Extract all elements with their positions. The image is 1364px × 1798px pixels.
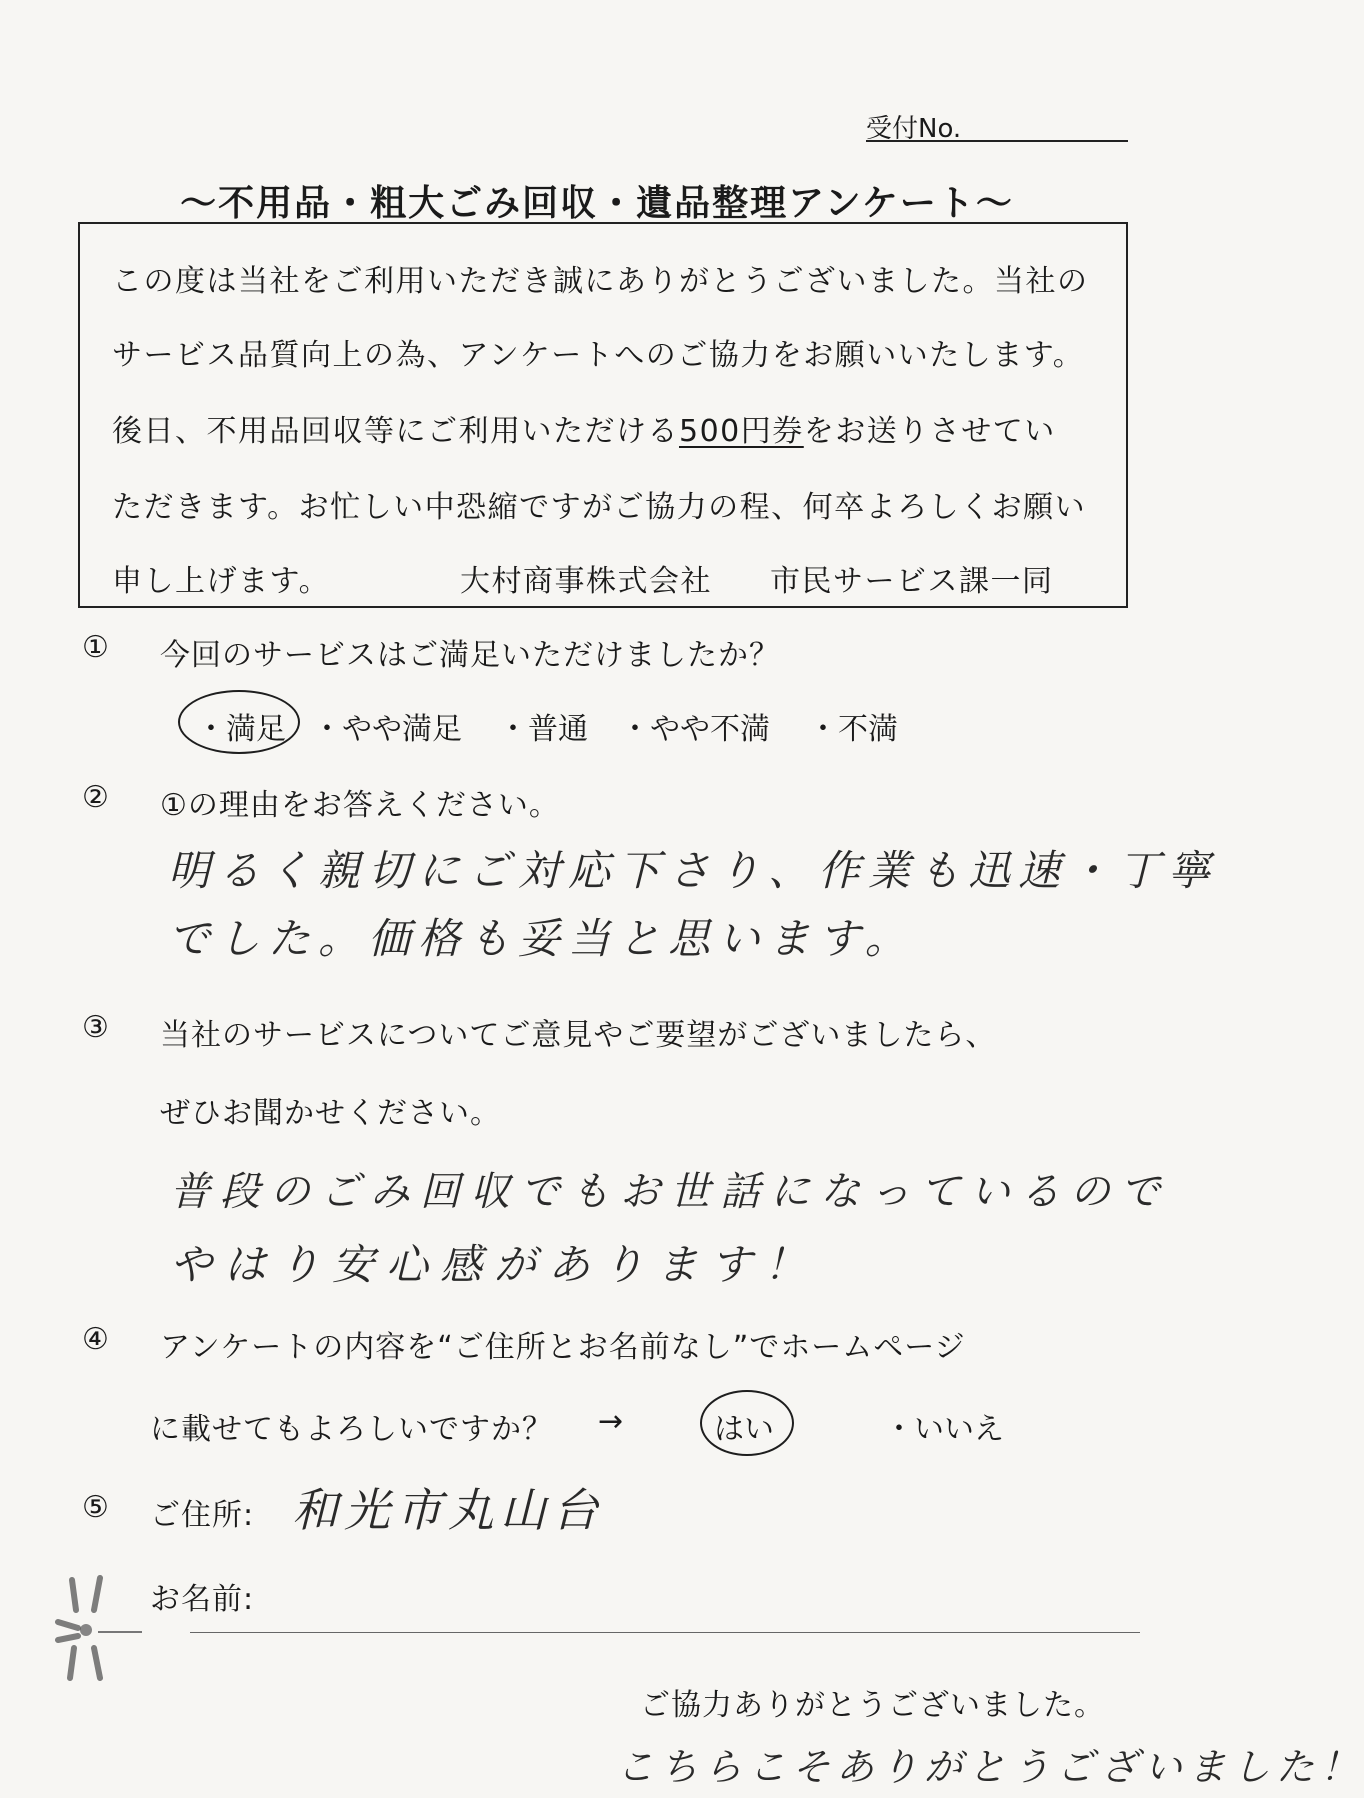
address-label: ご住所: <box>150 1498 255 1533</box>
q3-text-line-1: 当社のサービスについてご意見やご要望がございましたら、 <box>160 1018 997 1053</box>
q2-answer-line-1: 明るく親切にご対応下さり、作業も迅速・丁寧 <box>168 846 1219 895</box>
flower-icon <box>52 1570 142 1690</box>
q1-option-dissatisfied[interactable]: ・不満 <box>808 712 898 747</box>
q1-option-normal[interactable]: ・普通 <box>498 712 588 747</box>
receipt-number-field[interactable] <box>866 140 1128 142</box>
intro-line-4: ただきます。お忙しい中恐縮ですがご協力の程、何卒よろしくお願い <box>112 490 1087 525</box>
q1-text: 今回のサービスはご満足いただけましたか？ <box>160 638 780 673</box>
intro-line-5: 申し上げます。 <box>112 564 331 599</box>
q2-answer-line-2: でした。価格も妥当と思います。 <box>168 914 915 963</box>
q5-number: ⑤ <box>82 1490 109 1525</box>
receipt-number-label: 受付No. <box>866 114 962 144</box>
q2-number: ② <box>82 780 109 815</box>
q4-text-line-1: アンケートの内容を“ご住所とお名前なし”でホームページ <box>160 1330 966 1365</box>
department-name: 市民サービス課一同 <box>770 564 1054 599</box>
name-field[interactable] <box>190 1632 1140 1633</box>
q4-option-no[interactable]: ・いいえ <box>884 1412 1004 1447</box>
q3-answer-line-1: 普段のごみ回収でもお世話になっているので <box>170 1169 1170 1215</box>
q4-option-yes[interactable]: はい <box>714 1412 774 1447</box>
q1-option-somewhat-dissatisfied[interactable]: ・やや不満 <box>620 712 770 747</box>
q4-arrow: → <box>598 1404 625 1439</box>
q3-answer-line-2: やはり安心感があります！ <box>170 1240 819 1289</box>
company-name: 大村商事株式会社 <box>460 564 712 599</box>
closing-handwritten-reply: こちらこそありがとうございました！ <box>616 1745 1364 1789</box>
intro-line-2: サービス品質向上の為、アンケートへのご協力をお願いいたします。 <box>112 338 1085 373</box>
survey-title: ～不用品・粗大ごみ回収・遺品整理アンケート～ <box>180 183 1014 224</box>
q4-number: ④ <box>82 1322 109 1357</box>
q1-number: ① <box>82 630 109 665</box>
q3-text-line-2: ぜひお聞かせください。 <box>160 1096 501 1131</box>
intro-line-1: この度は当社をご利用いただき誠にありがとうございました。当社の <box>112 264 1089 299</box>
intro-line-3-end: をお送りさせてい <box>803 414 1056 449</box>
intro-line-3 <box>112 406 1056 450</box>
q1-option-satisfied[interactable]: ・満足 <box>196 712 286 747</box>
intro-line-3-start: 後日、不用品回収等にご利用いただける <box>112 414 679 449</box>
voucher-amount: 500円券 <box>679 414 804 449</box>
q2-text: ①の理由をお答えください。 <box>160 788 560 823</box>
q4-text-line-2: に載せてもよろしいですか？ <box>150 1412 553 1447</box>
q1-option-somewhat-satisfied[interactable]: ・やや満足 <box>312 712 462 747</box>
address-value[interactable]: 和光市丸山台 <box>292 1483 604 1537</box>
closing-message: ご協力ありがとうございました。 <box>640 1688 1105 1723</box>
q3-number: ③ <box>82 1010 109 1045</box>
name-label: お名前: <box>150 1582 255 1617</box>
